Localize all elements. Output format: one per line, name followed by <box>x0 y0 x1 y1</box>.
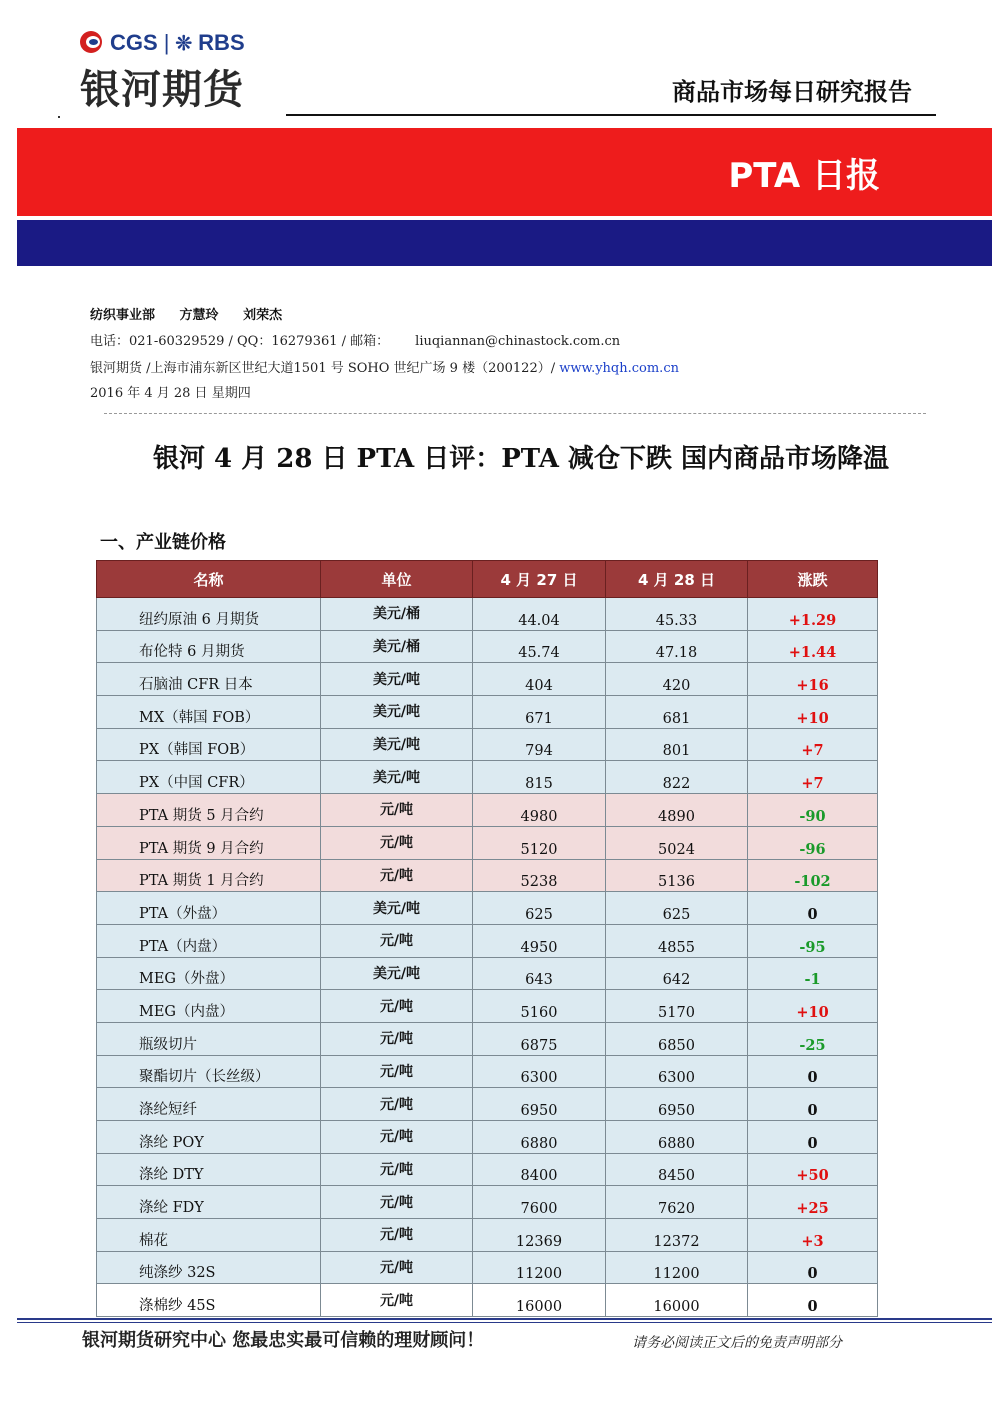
cell-unit: 元/吨 <box>321 859 473 892</box>
cell-apr27: 44.04 <box>473 598 606 631</box>
cell-name: PX（韩国 FOB） <box>97 728 321 761</box>
table-row <box>97 1121 878 1154</box>
department: 纺织事业部 <box>90 308 156 323</box>
rbs-daisy-icon: ❊ <box>175 32 193 55</box>
cgs-swirl-icon <box>80 31 104 55</box>
cell-change: 0 <box>748 1284 878 1317</box>
cell-apr28: 5170 <box>606 990 748 1023</box>
cell-name: 涤纶 POY <box>97 1121 321 1154</box>
cell-name: 纯涤纱 32S <box>97 1251 321 1284</box>
address-line <box>90 357 679 376</box>
logo-rbs-text: RBS <box>198 30 245 55</box>
cell-apr28: 822 <box>606 761 748 794</box>
author-name: 方慧玲 <box>179 308 219 323</box>
footer-divider <box>17 1318 992 1320</box>
cell-change: +1.29 <box>748 598 878 631</box>
cell-apr27: 11200 <box>473 1251 606 1284</box>
cell-name: 石脑油 CFR 日本 <box>97 663 321 696</box>
cell-apr27: 625 <box>473 892 606 925</box>
cell-change: -1 <box>748 957 878 990</box>
cell-change: -96 <box>748 826 878 859</box>
cell-apr27: 404 <box>473 663 606 696</box>
cell-apr27: 5120 <box>473 826 606 859</box>
table-row <box>97 663 878 696</box>
cell-apr28: 7620 <box>606 1186 748 1219</box>
column-header-name: 名称 <box>97 561 321 598</box>
cell-change: +3 <box>748 1219 878 1252</box>
cell-apr27: 4980 <box>473 794 606 827</box>
column-header-date1: 4 月 27 日 <box>473 561 606 598</box>
table-row <box>97 892 878 925</box>
website-link[interactable]: www.yhqh.com.cn <box>559 361 679 376</box>
cell-apr27: 6880 <box>473 1121 606 1154</box>
cell-apr27: 7600 <box>473 1186 606 1219</box>
cell-change: +25 <box>748 1186 878 1219</box>
cell-name: 纽约原油 6 月期货 <box>97 598 321 631</box>
cell-name: PX（中国 CFR） <box>97 761 321 794</box>
cell-apr28: 6300 <box>606 1055 748 1088</box>
table-row <box>97 1055 878 1088</box>
table-row <box>97 990 878 1023</box>
cell-name: PTA（外盘） <box>97 892 321 925</box>
cell-apr27: 16000 <box>473 1284 606 1317</box>
cell-apr27: 8400 <box>473 1153 606 1186</box>
table-row <box>97 728 878 761</box>
author-name: 刘荣杰 <box>243 308 283 323</box>
contact-line <box>90 330 620 349</box>
company-logo <box>80 30 280 115</box>
cell-apr27: 671 <box>473 696 606 729</box>
table-row <box>97 1251 878 1284</box>
cell-apr28: 6950 <box>606 1088 748 1121</box>
logo-chinese-name: 银河期货 <box>80 67 244 113</box>
cell-change: 0 <box>748 1088 878 1121</box>
cell-unit: 美元/吨 <box>321 696 473 729</box>
cell-apr28: 5136 <box>606 859 748 892</box>
footer-divider-thin <box>17 1322 992 1323</box>
cell-apr28: 681 <box>606 696 748 729</box>
cell-apr28: 4890 <box>606 794 748 827</box>
table-row <box>97 761 878 794</box>
cell-change: -90 <box>748 794 878 827</box>
cell-apr27: 6950 <box>473 1088 606 1121</box>
cell-apr28: 45.33 <box>606 598 748 631</box>
cell-name: 涤纶 FDY <box>97 1186 321 1219</box>
cell-apr28: 11200 <box>606 1251 748 1284</box>
cell-apr28: 8450 <box>606 1153 748 1186</box>
cell-unit: 元/吨 <box>321 1022 473 1055</box>
cell-name: 棉花 <box>97 1219 321 1252</box>
table-row <box>97 1186 878 1219</box>
address-text: 银河期货 /上海市浦东新区世纪大道1501 号 SOHO 世纪广场 9 楼（200122）/ <box>90 361 560 376</box>
cell-unit: 元/吨 <box>321 1121 473 1154</box>
table-row <box>97 598 878 631</box>
author-line <box>90 304 302 323</box>
table-row <box>97 924 878 957</box>
dashed-divider <box>104 413 926 414</box>
report-headline: 银河 4 月 28 日 PTA 日评：PTA 减仓下跌 国内商品市场降温 <box>153 444 889 474</box>
cell-name: 瓶级切片 <box>97 1022 321 1055</box>
cell-name: 涤棉纱 45S <box>97 1284 321 1317</box>
cell-name: 涤纶 DTY <box>97 1153 321 1186</box>
cell-apr28: 6850 <box>606 1022 748 1055</box>
cell-change: -95 <box>748 924 878 957</box>
footer-disclaimer-note: 请务必阅读正文后的免责声明部分 <box>632 1335 842 1351</box>
cell-apr27: 5238 <box>473 859 606 892</box>
cell-name: 涤纶短纤 <box>97 1088 321 1121</box>
cell-unit: 美元/吨 <box>321 892 473 925</box>
contact-info: 电话：021-60329529 / QQ：16279361 / 邮箱： <box>90 334 390 349</box>
cell-apr28: 5024 <box>606 826 748 859</box>
cell-apr27: 12369 <box>473 1219 606 1252</box>
cell-apr28: 4855 <box>606 924 748 957</box>
cell-name: PTA 期货 9 月合约 <box>97 826 321 859</box>
table-row <box>97 826 878 859</box>
section-title: 一、产业链价格 <box>100 532 226 553</box>
report-date: 2016 年 4 月 28 日 星期四 <box>90 386 251 401</box>
cell-change: 0 <box>748 1251 878 1284</box>
cell-change: +7 <box>748 728 878 761</box>
cell-change: 0 <box>748 1121 878 1154</box>
cell-change: -102 <box>748 859 878 892</box>
email-address[interactable]: liuqiannan@chinastock.com.cn <box>415 334 621 349</box>
column-header-unit: 单位 <box>321 561 473 598</box>
table-row <box>97 1153 878 1186</box>
column-header-date2: 4 月 28 日 <box>606 561 748 598</box>
cell-name: MX（韩国 FOB） <box>97 696 321 729</box>
cell-apr27: 45.74 <box>473 630 606 663</box>
logo-cgs-text: CGS <box>110 30 158 55</box>
cell-apr27: 5160 <box>473 990 606 1023</box>
cell-change: 0 <box>748 1055 878 1088</box>
header-divider <box>286 114 936 116</box>
table-row <box>97 630 878 663</box>
cell-unit: 元/吨 <box>321 1284 473 1317</box>
cell-change: +50 <box>748 1153 878 1186</box>
cell-name: PTA（内盘） <box>97 924 321 957</box>
cell-apr28: 47.18 <box>606 630 748 663</box>
cell-apr28: 420 <box>606 663 748 696</box>
cell-unit: 元/吨 <box>321 1055 473 1088</box>
cell-apr27: 794 <box>473 728 606 761</box>
table-row <box>97 696 878 729</box>
cell-apr27: 4950 <box>473 924 606 957</box>
cell-name: 聚酯切片（长丝级） <box>97 1055 321 1088</box>
cell-unit: 美元/吨 <box>321 957 473 990</box>
table-row <box>97 1219 878 1252</box>
cell-change: 0 <box>748 892 878 925</box>
cell-change: +1.44 <box>748 630 878 663</box>
cell-apr27: 815 <box>473 761 606 794</box>
cell-unit: 元/吨 <box>321 1251 473 1284</box>
cell-unit: 美元/吨 <box>321 728 473 761</box>
cell-apr28: 801 <box>606 728 748 761</box>
table-row <box>97 1088 878 1121</box>
cell-unit: 元/吨 <box>321 1153 473 1186</box>
cell-apr28: 6880 <box>606 1121 748 1154</box>
table-row <box>97 1022 878 1055</box>
cell-change: +10 <box>748 990 878 1023</box>
logo-wordmark <box>80 30 280 56</box>
cell-name: MEG（内盘） <box>97 990 321 1023</box>
column-header-change: 涨跌 <box>748 561 878 598</box>
cell-change: -25 <box>748 1022 878 1055</box>
cell-apr28: 12372 <box>606 1219 748 1252</box>
cell-name: PTA 期货 1 月合约 <box>97 859 321 892</box>
banner-title: PTA 日报 <box>728 156 880 196</box>
title-banner <box>17 128 992 216</box>
header-dot <box>58 116 60 118</box>
cell-unit: 元/吨 <box>321 1219 473 1252</box>
table-row <box>97 957 878 990</box>
footer-slogan: 银河期货研究中心 您最忠实最可信赖的理财顾问！ <box>82 1330 485 1351</box>
table-row <box>97 859 878 892</box>
cell-name: 布伦特 6 月期货 <box>97 630 321 663</box>
cell-apr28: 625 <box>606 892 748 925</box>
logo-separator: | <box>163 30 170 55</box>
table-row <box>97 1284 878 1317</box>
cell-unit: 元/吨 <box>321 1186 473 1219</box>
cell-unit: 元/吨 <box>321 1088 473 1121</box>
cell-apr28: 642 <box>606 957 748 990</box>
price-table <box>96 560 878 1317</box>
cell-unit: 元/吨 <box>321 924 473 957</box>
cell-change: +7 <box>748 761 878 794</box>
table-row <box>97 794 878 827</box>
cell-unit: 美元/吨 <box>321 761 473 794</box>
table-header-row <box>97 561 878 598</box>
cell-name: MEG（外盘） <box>97 957 321 990</box>
cell-name: PTA 期货 5 月合约 <box>97 794 321 827</box>
cell-unit: 美元/吨 <box>321 663 473 696</box>
cell-change: +16 <box>748 663 878 696</box>
cell-change: +10 <box>748 696 878 729</box>
blue-banner <box>17 220 992 266</box>
cell-unit: 美元/桶 <box>321 630 473 663</box>
cell-apr27: 6875 <box>473 1022 606 1055</box>
cell-apr27: 6300 <box>473 1055 606 1088</box>
cell-apr27: 643 <box>473 957 606 990</box>
cell-unit: 元/吨 <box>321 826 473 859</box>
cell-apr28: 16000 <box>606 1284 748 1317</box>
cell-unit: 美元/桶 <box>321 598 473 631</box>
cell-unit: 元/吨 <box>321 794 473 827</box>
cell-unit: 元/吨 <box>321 990 473 1023</box>
report-series-title: 商品市场每日研究报告 <box>672 78 912 106</box>
